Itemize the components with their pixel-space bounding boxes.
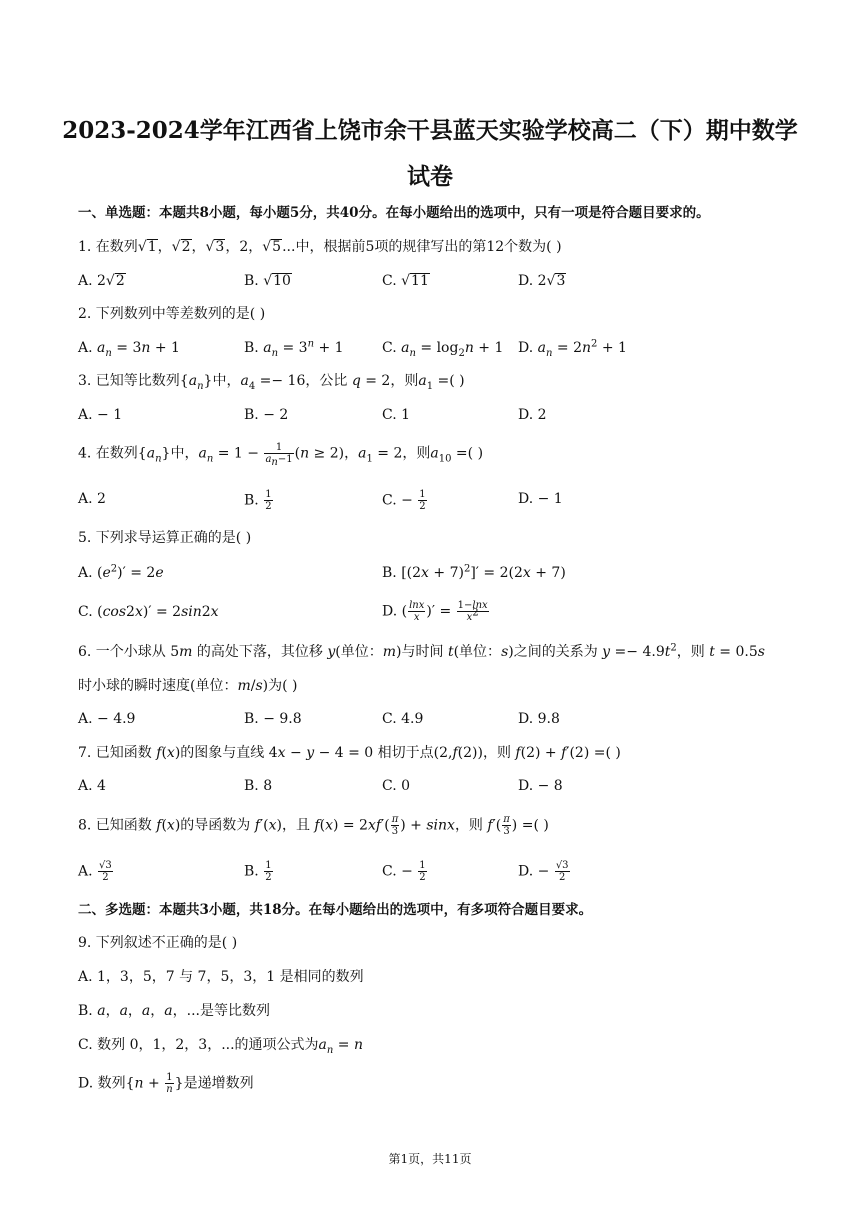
q8-option-a: A. $\frac{√3}{2}$ xyxy=(78,860,112,883)
q6-option-a: A. − 4.9 xyxy=(78,711,136,727)
q7-option-d: D. − 8 xyxy=(518,778,563,794)
question-6-line2: 时小球的瞬时速度(单位：m/s)为( ) xyxy=(78,678,298,694)
q5-option-d: D. ( $\frac{\ln x}{x}$ )′ = $\frac{1-\ln x}{x^2}$ xyxy=(382,600,488,623)
q5-option-b: B. $[(2x + 7)^2]' = 2(2x + 7)$ xyxy=(382,563,566,581)
q6-option-c: C. 4.9 xyxy=(382,711,424,727)
q9-option-a: A. 1，3，5，7 与 7，5，3，1 是相同的数列 xyxy=(78,969,364,985)
q7-option-a: A. 4 xyxy=(78,778,106,794)
question-8: 8. 已知函数 f(x)的导函数为 f′(x)，且 f(x) = 2xf′( $\frac{\pi}{3}$ ) + sinx，则 f′( $\frac{\pi}{3}$ ) =( ) xyxy=(78,814,549,837)
q3-option-d: D. 2 xyxy=(518,407,547,423)
q1-option-d: D. 2√3 xyxy=(518,273,566,289)
q5-option-c: C. (cos2x)′ = 2sin2x xyxy=(78,604,219,620)
q9-option-c: C. 数列 0，1，2，3，...的通项公式为$a_n = n$ xyxy=(78,1037,364,1056)
question-1: 1. 在数列√1，√2，√3，2，√5...中，根据前5项的规律写出的第12个数为( ) xyxy=(78,239,562,255)
exam-title-line2: 试卷 xyxy=(407,163,453,190)
q5-option-a: A. $(e^2)' = 2e$ xyxy=(78,563,164,581)
q8-option-d: D. − $\frac{√3}{2}$ xyxy=(518,860,569,883)
question-5: 5. 下列求导运算正确的是( ) xyxy=(78,530,252,546)
section-single-choice: 一、单选题：本题共8小题，每小题5分，共40分。在每小题给出的选项中，只有一项是符合题目要求的。 xyxy=(78,205,710,221)
question-4: 4. 在数列$\{a_n\}$中，$a_n = 1$ − $\frac{1}{a_n-1}$ (n ≥ 2)，$a_1 = 2$，则$a_{10}$ =( ) xyxy=(78,442,484,468)
q1-stem-a: 1. 在数列 xyxy=(78,239,138,255)
q2-option-a: A. $a_n = 3n + 1$ xyxy=(78,340,180,359)
q2-option-b: B. $a_n = 3^n + 1$ xyxy=(244,338,344,359)
q8-option-c: C. − $\frac{1}{2}$ xyxy=(382,860,426,883)
q9-option-d: D. 数列{n + $\frac{1}{n}$ }是递增数列 xyxy=(78,1072,254,1095)
q4-option-a: A. 2 xyxy=(78,491,106,507)
question-3: 3. 已知等比数列$\{a_n\}$中，$a_4 =- 16$，公比 q = 2，则$a_1$ =( ) xyxy=(78,373,465,392)
section-multi-choice: 二、多选题：本题共3小题，共18分。在每小题给出的选项中，有多项符合题目要求。 xyxy=(78,902,593,918)
exam-title-line1: 2023-2024学年江西省上饶市余干县蓝天实验学校高二（下）期中数学 xyxy=(62,117,798,144)
q3-option-a: A. − 1 xyxy=(78,407,123,423)
q4-option-c: C. − $\frac{1}{2}$ xyxy=(382,489,426,512)
q4-option-d: D. − 1 xyxy=(518,491,563,507)
q6-option-b: B. − 9.8 xyxy=(244,711,302,727)
q7-option-c: C. 0 xyxy=(382,778,411,794)
q1-option-a: A. 2√2 xyxy=(78,273,125,289)
question-6-line1: 6. 一个小球从 5m 的高处下落，其位移 y(单位：m)与时间 t(单位：s)之间的关系为 $y =- 4.9t^2$，则 t = 0.5s xyxy=(78,642,765,660)
question-2: 2. 下列数列中等差数列的是( ) xyxy=(78,306,266,322)
q4-option-b: B. $\frac{1}{2}$ xyxy=(244,489,272,512)
page-footer: 第1页，共11页 xyxy=(388,1152,472,1166)
q9-option-b: B. a，a，a，a，...是等比数列 xyxy=(78,1003,270,1019)
q7-option-b: B. 8 xyxy=(244,778,273,794)
q8-option-b: B. $\frac{1}{2}$ xyxy=(244,860,272,883)
q3-option-b: B. − 2 xyxy=(244,407,289,423)
q1-option-b: B. √10 xyxy=(244,273,291,289)
q6-option-d: D. 9.8 xyxy=(518,711,560,727)
q2-option-c: C. $a_n = \log_2n + 1$ xyxy=(382,340,504,359)
q2-option-d: D. $a_n = 2n^2 + 1$ xyxy=(518,338,627,359)
question-9: 9. 下列叙述不正确的是( ) xyxy=(78,935,238,951)
q3-option-c: C. 1 xyxy=(382,407,411,423)
q1-stem-b: ...中，根据前5项的规律写出的第12个数为( ) xyxy=(282,239,562,255)
q1-option-c: C. √11 xyxy=(382,273,429,289)
question-7: 7. 已知函数 f(x)的图象与直线 4x − y − 4 = 0 相切于点(2,f(2))，则 f(2) + f′(2) =( ) xyxy=(78,745,621,761)
